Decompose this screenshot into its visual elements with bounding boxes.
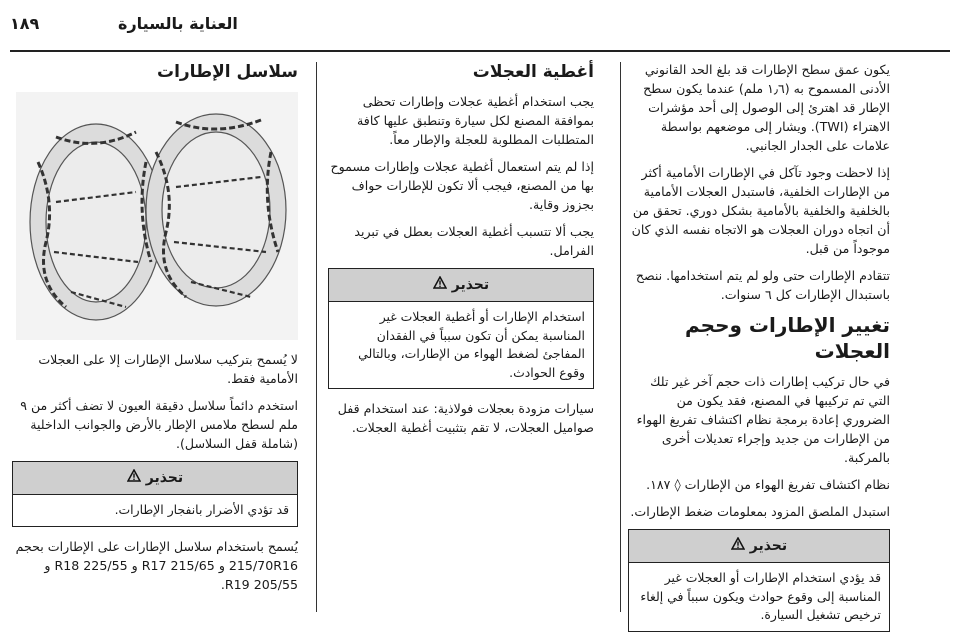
paragraph: سيارات مزودة بعجلات فولاذية: عند استخدام قفل صواميل العجلات، لا تقم بتثبيت أغطية العجلات.	[337, 401, 594, 435]
warning-header	[629, 530, 889, 563]
warning-box	[328, 268, 594, 389]
header-rule	[10, 50, 950, 52]
paragraph: يُسمح باستخدام سلاسل الإطارات على الإطارات بحجم 215/70R16 و 215/65 R17 و 225/55 R18 و 205/55 R19.	[15, 538, 298, 592]
column-divider	[316, 62, 317, 612]
column-divider	[620, 62, 621, 612]
paragraph: يجب ألا تتسبب أغطية العجلات بعطل في تبريد الفرامل.	[354, 224, 594, 258]
warning-text: استخدام الإطارات أو أغطية العجلات غير المناسبة يمكن أن تكون سبباً في الفقدان المفاجئ لضغط الهواء من الإطارات، وبالتالي وقوع الحوادث.	[358, 309, 585, 380]
column-middle	[328, 60, 594, 445]
warning-label: تحذير	[145, 470, 184, 486]
warning-triangle-icon	[127, 468, 141, 488]
paragraph: استخدم دائماً سلاسل دقيقة العيون لا تضف أكثر من ٩ ملم لسطح ملامس الإطار بالأرض والجوانب الداخلية (شاملة قفل السلاسل).	[20, 398, 298, 451]
warning-text: قد يؤدي استخدام الإطارات أو العجلات غير المناسبة إلى وقوع حوادث ويكون سبباً في إلغاء ترخيص تشغيل السيارة.	[640, 570, 881, 622]
warning-header	[13, 462, 297, 495]
page-number: ١٨٩	[10, 14, 40, 33]
section-heading: تغيير الإطارات وحجم العجلات	[685, 313, 890, 363]
column-left	[12, 60, 298, 602]
warning-box	[628, 529, 890, 632]
section-heading: سلاسل الإطارات	[156, 62, 298, 82]
paragraph: استبدل الملصق المزود بمعلومات ضغط الإطارات.	[630, 504, 890, 519]
paragraph: يكون عمق سطح الإطارات قد بلغ الحد القانوني الأدنى المسموح به (١٫٦ ملم) عندما يكون سطح الإطار قد اهترئ إلى الوصول إلى أحد مؤشرات الاهتراء (TWI). ويشار إلى موضعهم بواسطة علامات على الجدار الجانبي.	[643, 62, 890, 153]
warning-triangle-icon	[731, 536, 745, 556]
paragraph: إذا لاحظت وجود تآكل في الإطارات الأمامية أكثر من الإطارات الخلفية، فاستبدل العجلات الأمامية بالخلفية والخلفية بالأمامية بشكل دوري. تحقق من أن اتجاه دوران العجلات هو الاتجاه نفسه الذي كان موجوداً من قبل.	[631, 165, 890, 256]
column-right	[628, 60, 890, 642]
warning-box	[12, 461, 298, 527]
section-heading: أغطية العجلات	[472, 62, 594, 82]
warning-label: تحذير	[451, 277, 490, 293]
paragraph: في حال تركيب إطارات ذات حجم آخر غير تلك التي تم تركيبها في المصنع، فقد يكون من الضروري إعادة برمجة نظام اكتشاف تفريغ الهواء من الإطارات من جديد وإجراء تعديلات أخرى بالمركبة.	[636, 374, 890, 465]
warning-text: قد تؤدي الأضرار بانفجار الإطارات.	[114, 502, 289, 517]
tire-chains-illustration	[16, 92, 298, 340]
paragraph: نظام اكتشاف تفريغ الهواء من الإطارات ◊ ١٨٧.	[646, 477, 890, 492]
paragraph: إذا لم يتم استعمال أغطية عجلات وإطارات مسموح بها من المصنع، فيجب ألا تكون للإطارات حواف بجزوز وقاية.	[330, 159, 594, 212]
warning-triangle-icon	[433, 275, 447, 295]
warning-header	[329, 269, 593, 302]
page-title: العناية بالسيارة	[118, 14, 238, 33]
paragraph: لا يُسمح بتركيب سلاسل الإطارات إلا على العجلات الأمامية فقط.	[38, 352, 298, 386]
warning-label: تحذير	[749, 538, 788, 554]
paragraph: تتقادم الإطارات حتى ولو لم يتم استخدامها. ننصح باستبدال الإطارات كل ٦ سنوات.	[635, 268, 890, 302]
page-header	[0, 0, 960, 48]
paragraph: يجب استخدام أغطية عجلات وإطارات تحظى بموافقة المصنع لكل سيارة وتنطبق عليها كافة المتطلبات المطلوبة للعجلة والإطار معاً.	[357, 94, 594, 147]
